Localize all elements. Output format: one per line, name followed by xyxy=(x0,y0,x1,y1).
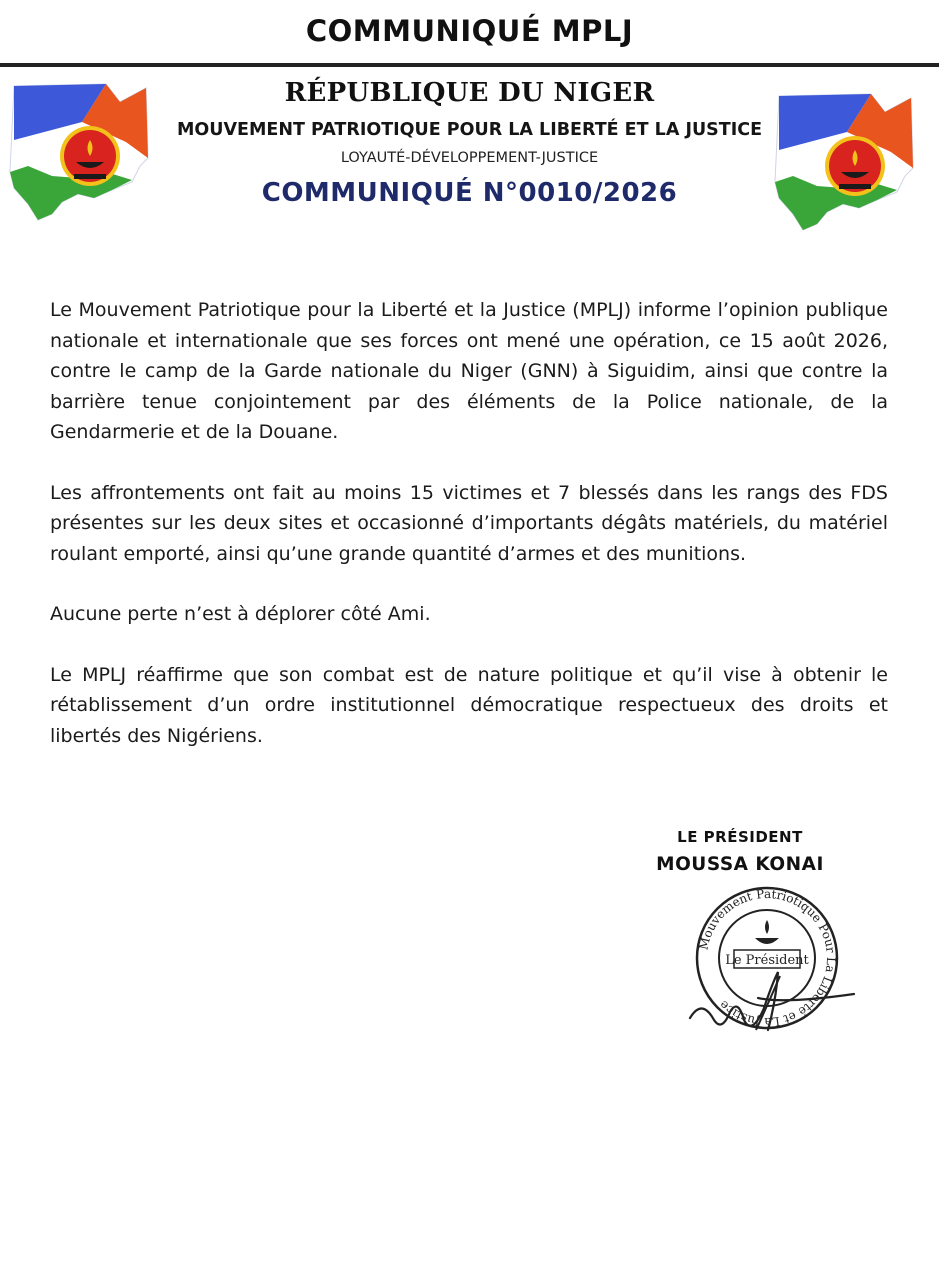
country-name: RÉPUBLIQUE DU NIGER xyxy=(284,78,655,108)
signatory-name: MOUSSA KONAI xyxy=(656,854,824,875)
banner-title: COMMUNIQUÉ MPLJ xyxy=(305,14,634,48)
paragraph: Les affrontements ont fait au moins 15 victimes et 7 blessés dans les rangs des FDS présentes sur les deux sites et occasionné d’importants dégâts matériels, du matériel roulant emporté, ainsi qu’une grande quantité d’armes et des munitions. xyxy=(50,481,888,565)
signatory-role: LE PRÉSIDENT xyxy=(677,828,803,846)
official-stamp-icon xyxy=(672,880,862,1045)
paragraph: Aucune perte n’est à déplorer côté Ami. xyxy=(50,603,431,625)
stamp-ring-text: Mouvement Patriotique Pour La Liberté et La Justice xyxy=(696,886,839,1030)
communique-body xyxy=(50,295,888,751)
stamp-center-text: Le Président xyxy=(725,953,809,968)
motto: LOYAUTÉ-DÉVELOPPEMENT-JUSTICE xyxy=(340,150,599,166)
banner-divider xyxy=(0,63,939,67)
movement-name: MOUVEMENT PATRIOTIQUE POUR LA LIBERTÉ ET LA JUSTICE xyxy=(176,120,763,140)
signature-block xyxy=(630,828,850,875)
top-banner xyxy=(0,0,939,62)
communique-number: COMMUNIQUÉ N°0010/2026 xyxy=(261,178,678,208)
paragraph: Le Mouvement Patriotique pour la Liberté et la Justice (MPLJ) informe l’opinion publique nationale et internationale que ses forces ont mené une opération, ce 15 août 2026, contre le camp de la Garde nationale du Niger (GNN) à Siguidim, ainsi que contre la barrière tenue conjointement par des éléments de la Police nationale, de la Gendarmerie et de la Douane. xyxy=(50,299,888,443)
letterhead xyxy=(0,78,939,208)
paragraph: Le MPLJ réaffirme que son combat est de nature politique et qu’il vise à obtenir le rétablissement d’un ordre institutionnel démocratique respectueux des droits et libertés des Nigériens. xyxy=(50,663,888,747)
